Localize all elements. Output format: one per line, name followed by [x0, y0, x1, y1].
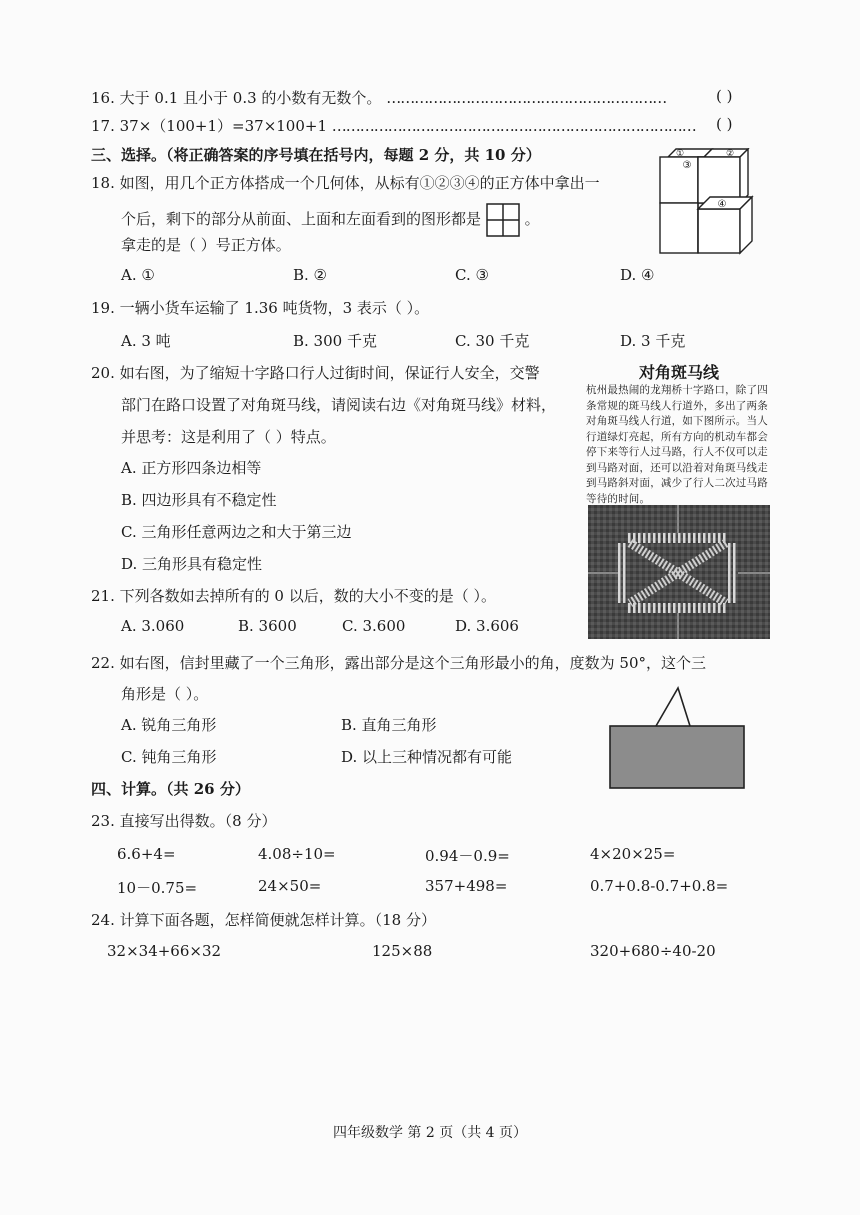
q21-line — [91, 585, 496, 606]
q23-item: 357+498= — [425, 877, 508, 895]
q17-line — [91, 115, 696, 136]
q21-text: 下列各数如去掉所有的 0 以后，数的大小不变的是（ ）。 — [119, 587, 496, 605]
section-3-title: 三、选择。（将正确答案的序号填在括号内，每题 2 分，共 10 分） — [91, 146, 541, 164]
q23-item: 6.6+4= — [117, 845, 176, 863]
q16-text: 大于 0.1 且小于 0.3 的小数有无数个。 — [119, 89, 382, 107]
q18-line2 — [121, 203, 540, 237]
q22-option-d[interactable]: D. 以上三种情况都有可能 — [341, 748, 513, 766]
q23-number: 23. — [91, 812, 115, 830]
q18-text-1: 如图，用几个正方体搭成一个几何体，从标有①②③④的正方体中拿出一 — [119, 174, 600, 192]
q21-option-b[interactable]: B. 3600 — [238, 617, 297, 635]
q16-dots: …………………………………………………… — [386, 89, 667, 107]
q20-text-3: 并思考：这是利用了（ ）特点。 — [121, 428, 336, 446]
q23-item: 0.94－0.9= — [425, 847, 510, 865]
q22-text-1: 如右图，信封里藏了一个三角形，露出部分是这个三角形最小的角，度数为 50°，这个三 — [119, 654, 706, 672]
q24-line — [91, 909, 436, 930]
q22-number: 22. — [91, 654, 115, 672]
q18-number: 18. — [91, 174, 115, 192]
q18-text-2: 个后，剩下的部分从前面、上面和左面看到的图形都是 — [121, 210, 482, 228]
cube-label-4: ④ — [717, 199, 727, 210]
q19-option-a[interactable]: A. 3 吨 — [121, 332, 171, 350]
q23-line — [91, 810, 276, 831]
page-footer: 四年级数学 第 2 页（共 4 页） — [332, 1125, 528, 1141]
cube-label-2: ② — [725, 149, 735, 159]
q18-text-2b: 。 — [524, 210, 540, 228]
q23-text: 直接写出得数。（8 分） — [119, 812, 277, 830]
q22-text-2: 角形是（ ）。 — [121, 685, 209, 703]
q21-number: 21. — [91, 587, 115, 605]
zebra-crossing-photo — [588, 505, 770, 639]
q16-number: 16. — [91, 89, 115, 107]
q20-option-d[interactable]: D. 三角形具有稳定性 — [121, 555, 263, 573]
q19-option-b[interactable]: B. 300 千克 — [293, 332, 377, 350]
q24-item: 125×88 — [372, 942, 433, 960]
q23-item: 24×50= — [258, 877, 322, 895]
cube-label-1: ① — [675, 149, 685, 159]
zebra-crossing-material — [586, 360, 772, 507]
q18-line3: 拿走的是（ ）号正方体。 — [121, 236, 291, 254]
q19-text: 一辆小货车运输了 1.36 吨货物，3 表示（ ）。 — [119, 299, 430, 317]
q18-cube-figure — [658, 148, 770, 258]
q23-item: 4×20×25= — [590, 845, 676, 863]
cube-label-3: ③ — [682, 160, 692, 171]
envelope-triangle-figure — [608, 684, 748, 792]
q18-option-c[interactable]: C. ③ — [455, 266, 489, 284]
q22-option-b[interactable]: B. 直角三角形 — [341, 716, 437, 734]
q18-line1 — [91, 172, 600, 193]
q19-line — [91, 297, 429, 318]
q17-answer-paren[interactable]: ( ) — [716, 115, 733, 133]
q16-answer-paren[interactable]: ( ) — [716, 87, 733, 105]
q20-option-b[interactable]: B. 四边形具有不稳定性 — [121, 491, 277, 509]
q21-option-d[interactable]: D. 3.606 — [455, 617, 519, 635]
q22-option-c[interactable]: C. 钝角三角形 — [121, 748, 217, 766]
q17-dots: …………………………………………………………………… — [331, 117, 696, 135]
zebra-material-title: 对角斑马线 — [638, 363, 719, 382]
q24-item: 32×34+66×32 — [107, 942, 222, 960]
q17-number: 17. — [91, 117, 115, 135]
q21-option-a[interactable]: A. 3.060 — [121, 617, 185, 635]
q18-view-square-icon — [486, 203, 520, 237]
q22-line1 — [91, 652, 706, 673]
q18-option-d[interactable]: D. ④ — [620, 266, 655, 284]
q23-item: 10－0.75= — [117, 879, 198, 897]
q22-option-a[interactable]: A. 锐角三角形 — [121, 716, 217, 734]
q16-line — [91, 87, 666, 108]
q20-line1 — [91, 362, 540, 383]
q23-item: 4.08÷10= — [258, 845, 336, 863]
q19-number: 19. — [91, 299, 115, 317]
q20-text-1: 如右图，为了缩短十字路口行人过街时间，保证行人安全，交警 — [119, 364, 540, 382]
zebra-material-text: 杭州最热闹的龙翔桥十字路口，除了四条常规的斑马线人行道外，多出了两条对角斑马线人行道，如下图所示。当人行道绿灯亮起，所有方向的机动车都会停下来等行人过马路，行人不仅可以走到马路对面，还可以沿着对角斑马线走到马路斜对面，减少了行人二次过马路等待的时间。 — [586, 384, 768, 505]
q21-option-c[interactable]: C. 3.600 — [342, 617, 406, 635]
q19-option-c[interactable]: C. 30 千克 — [455, 332, 530, 350]
q18-option-b[interactable]: B. ② — [293, 266, 328, 284]
q20-number: 20. — [91, 364, 115, 382]
q24-text: 计算下面各题，怎样简便就怎样计算。（18 分） — [119, 911, 436, 929]
section-4-title: 四、计算。（共 26 分） — [91, 780, 250, 798]
q17-text: 37×（100+1）=37×100+1 — [119, 117, 328, 135]
q20-text-2: 部门在路口设置了对角斑马线，请阅读右边《对角斑马线》材料， — [121, 396, 557, 414]
q24-item: 320+680÷40-20 — [590, 942, 716, 960]
q20-option-a[interactable]: A. 正方形四条边相等 — [121, 459, 262, 477]
q24-number: 24. — [91, 911, 115, 929]
q23-item: 0.7+0.8-0.7+0.8= — [590, 877, 729, 895]
q18-option-a[interactable]: A. ① — [121, 266, 155, 284]
q19-option-d[interactable]: D. 3 千克 — [620, 332, 686, 350]
q20-option-c[interactable]: C. 三角形任意两边之和大于第三边 — [121, 523, 352, 541]
